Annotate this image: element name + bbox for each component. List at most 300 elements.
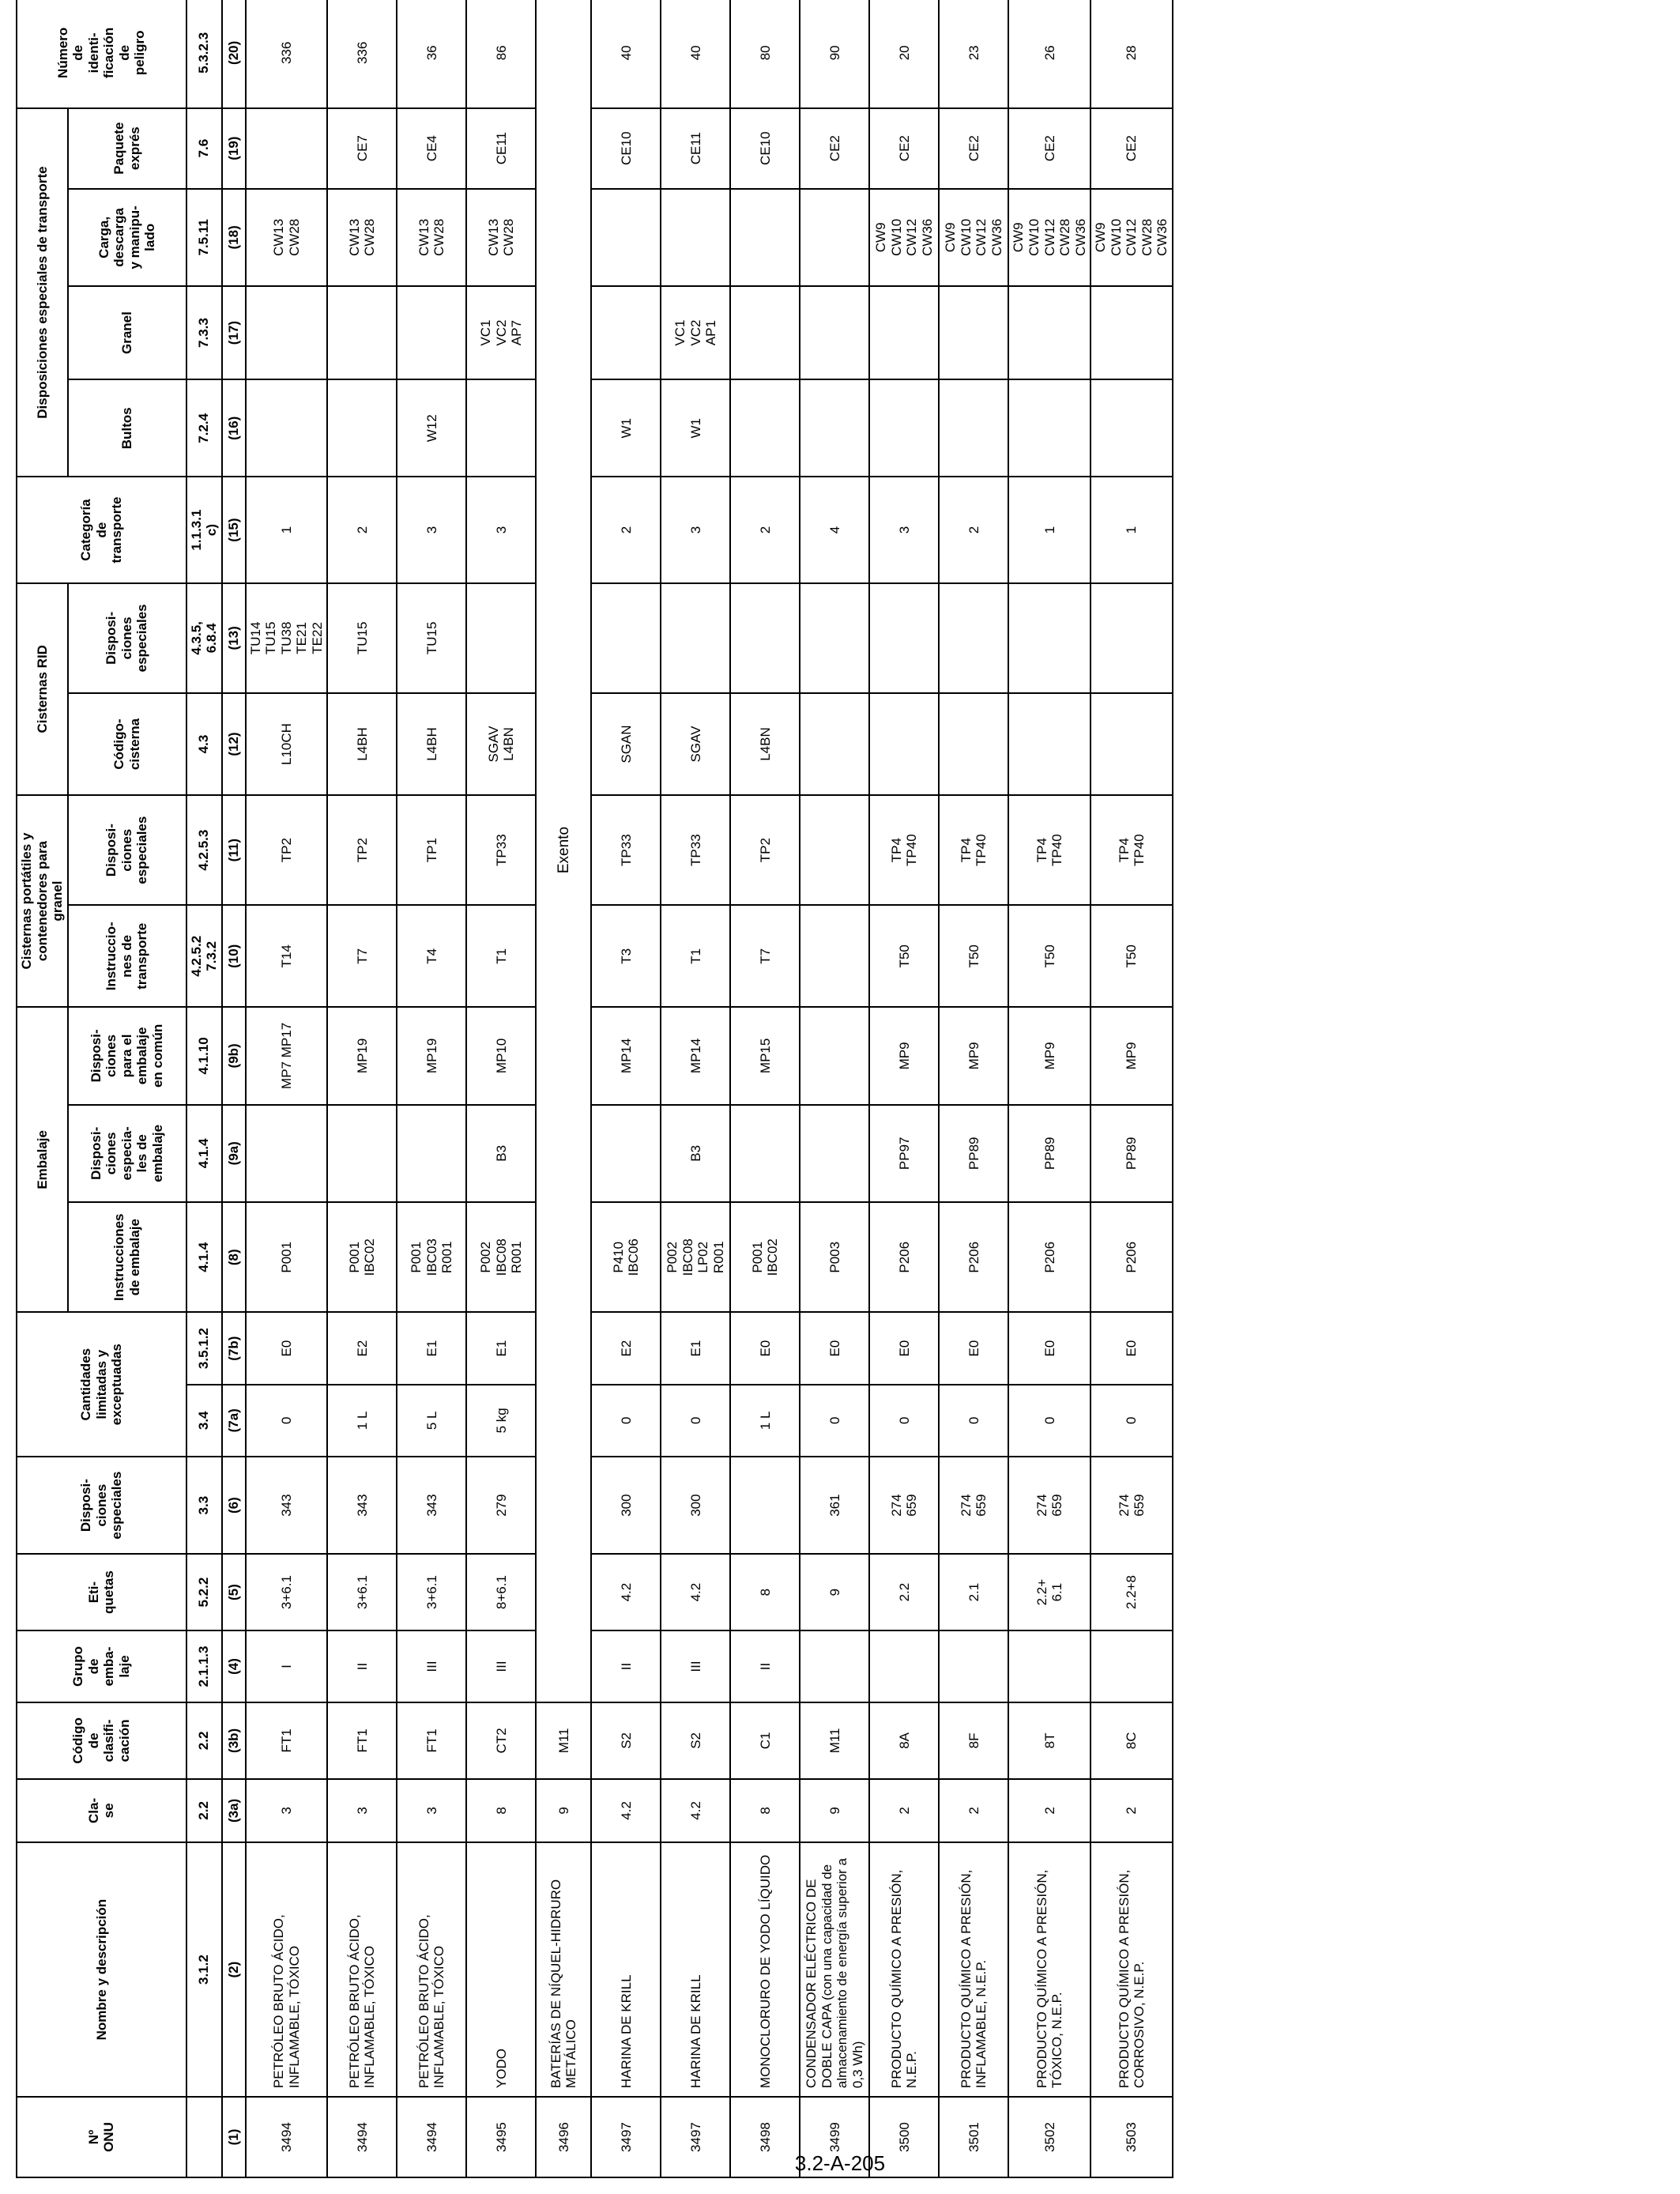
cell-t10 [800, 905, 869, 1007]
reference-cell: 3.5.1.2 [186, 1313, 222, 1385]
cell-disp: 361 [800, 1457, 869, 1554]
cell-clase: 3 [397, 1779, 466, 1842]
cell-name: YODO [466, 1842, 536, 2097]
header-codigo-cisterna: Código- cisterna [68, 693, 186, 795]
cell-granel [397, 286, 466, 379]
header-instr-transporte: Instruccio- nes de transporte [68, 905, 186, 1007]
column-number-cell: (12) [222, 693, 246, 795]
cell-t11: TP2 [246, 795, 328, 906]
cell-grupo: III [661, 1630, 730, 1702]
column-number-cell: (9b) [222, 1007, 246, 1104]
cell-cist: L10CH [246, 693, 328, 795]
cell-un: 3494 [327, 2097, 397, 2177]
cell-etiq: 3+6.1 [246, 1554, 328, 1630]
cell-bultos [1090, 379, 1173, 477]
cell-disp: 279 [466, 1457, 536, 1554]
reference-cell: 4.1.4 [186, 1202, 222, 1313]
cell-t11: TP33 [466, 795, 536, 906]
cell-disp: 300 [661, 1457, 730, 1554]
cell-un: 3496 [536, 2097, 591, 2177]
cell-bultos [730, 379, 800, 477]
cell-cist [1008, 693, 1090, 795]
cell-disp: 343 [246, 1457, 328, 1554]
cell-q7a: 0 [939, 1385, 1008, 1457]
cell-codigo: CT2 [466, 1702, 536, 1779]
cell-codigo: FT1 [327, 1702, 397, 1779]
cell-cat: 3 [661, 477, 730, 583]
cell-instr: P206 [939, 1202, 1008, 1313]
column-number-cell: (2) [222, 1842, 246, 2097]
cell-cist: SGAN [591, 693, 661, 795]
rotated-page [16, 0, 1359, 2178]
reference-cell: 3.4 [186, 1385, 222, 1457]
cell-carga: CW13 CW28 [327, 189, 397, 286]
cell-pel: 90 [800, 0, 869, 108]
cell-q7b: E0 [800, 1313, 869, 1385]
header-disp-esp-cp: Disposi- ciones especiales [68, 795, 186, 906]
cell-dispemb: PP89 [1090, 1105, 1173, 1202]
column-number-cell: (10) [222, 905, 246, 1007]
cell-cat: 2 [327, 477, 397, 583]
cell-disp: 274 659 [939, 1457, 1008, 1554]
cell-rid [869, 583, 939, 694]
cell-rid: TU15 [397, 583, 466, 694]
column-number-cell: (7a) [222, 1385, 246, 1457]
cell-t11: TP33 [591, 795, 661, 906]
cell-un: 3495 [466, 2097, 536, 2177]
cell-name: HARINA DE KRILL [661, 1842, 730, 2097]
column-number-cell: (4) [222, 1630, 246, 1702]
reference-cell: 1.1.3.1 c) [186, 477, 222, 583]
cell-codigo: 8C [1090, 1702, 1173, 1779]
cell-cat: 2 [730, 477, 800, 583]
cell-clase: 3 [327, 1779, 397, 1842]
cell-grupo: III [397, 1630, 466, 1702]
cell-t11: TP1 [397, 795, 466, 906]
cell-dispemb: B3 [466, 1105, 536, 1202]
reference-cell: 4.2.5.3 [186, 795, 222, 906]
header-bultos: Bultos [68, 379, 186, 477]
cell-q7a: 1 L [730, 1385, 800, 1457]
header-embalaje: Embalaje [17, 1007, 68, 1312]
column-number-cell: (16) [222, 379, 246, 477]
cell-t10: T1 [661, 905, 730, 1007]
cell-cat: 3 [397, 477, 466, 583]
cell-t10: T4 [397, 905, 466, 1007]
header-carga: Carga, descarga y manipu- lado [68, 189, 186, 286]
cell-disp: 274 659 [1090, 1457, 1173, 1554]
cell-bultos [466, 379, 536, 477]
cell-paq: CE7 [327, 108, 397, 189]
cell-instr: P001 IBC03 R001 [397, 1202, 466, 1313]
header-categoria: Categoría de transporte [17, 477, 186, 583]
cell-t10: T7 [730, 905, 800, 1007]
cell-pel: 40 [591, 0, 661, 108]
cell-clase: 2 [1090, 1779, 1173, 1842]
cell-clase: 2 [939, 1779, 1008, 1842]
cell-bultos: W12 [397, 379, 466, 477]
cell-granel [246, 286, 328, 379]
header-disp-comun: Disposi- ciones para el embalaje en común [68, 1007, 186, 1104]
cell-clase: 2 [1008, 1779, 1090, 1842]
cell-disp: 274 659 [869, 1457, 939, 1554]
cell-name: PRODUCTO QUÍMICO A PRESIÓN, CORROSIVO, N.E.P. [1090, 1842, 1173, 2097]
cell-paq [246, 108, 328, 189]
cell-un: 3499 [800, 2097, 869, 2177]
column-number-cell: (7b) [222, 1313, 246, 1385]
cell-name: PRODUCTO QUÍMICO A PRESIÓN, TÓXICO, N.E.P. [1008, 1842, 1090, 2097]
cell-name: BATERÍAS DE NÍQUEL-HIDRURO METÁLICO [536, 1842, 591, 2097]
column-number-cell: (20) [222, 0, 246, 108]
cell-comun: MP14 [661, 1007, 730, 1104]
cell-comun: MP9 [1090, 1007, 1173, 1104]
cell-un: 3502 [1008, 2097, 1090, 2177]
cell-disp [730, 1457, 800, 1554]
cell-q7a: 0 [246, 1385, 328, 1457]
cell-grupo: II [591, 1630, 661, 1702]
cell-clase: 4.2 [661, 1779, 730, 1842]
header-cantidades: Cantidades limitadas y exceptuadas [17, 1313, 186, 1457]
cell-rid: TU14 TU15 TU38 TE21 TE22 [246, 583, 328, 694]
column-number-cell: (9a) [222, 1105, 246, 1202]
column-number-cell: (5) [222, 1554, 246, 1630]
cell-comun: MP19 [327, 1007, 397, 1104]
cell-comun: MP9 [869, 1007, 939, 1104]
cell-paq: CE2 [1008, 108, 1090, 189]
reference-cell: 3.3 [186, 1457, 222, 1554]
cell-q7a: 0 [661, 1385, 730, 1457]
reference-cell: 4.2.5.2 7.3.2 [186, 905, 222, 1007]
reference-cell: 7.2.4 [186, 379, 222, 477]
cell-comun: MP7 MP17 [246, 1007, 328, 1104]
reference-cell: 2.2 [186, 1779, 222, 1842]
cell-grupo [939, 1630, 1008, 1702]
cell-carga: CW13 CW28 [466, 189, 536, 286]
reference-cell: 2.2 [186, 1702, 222, 1779]
cell-t11: TP4 TP40 [939, 795, 1008, 906]
cell-t10: T7 [327, 905, 397, 1007]
cell-cat: 1 [1008, 477, 1090, 583]
header-cisternas-portatiles: Cisternas portátiles y contenedores para granel [17, 795, 68, 1007]
cell-pel: 336 [327, 0, 397, 108]
header-peligro: Número de identi- ficación de peligro [17, 0, 186, 108]
cell-q7a: 5 kg [466, 1385, 536, 1457]
header-etiquetas: Eti- quetas [17, 1554, 186, 1630]
cell-carga: CW9 CW10 CW12 CW28 CW36 [1090, 189, 1173, 286]
cell-cist [800, 693, 869, 795]
cell-comun: MP9 [939, 1007, 1008, 1104]
cell-instr: P002 IBC08 LP02 R001 [661, 1202, 730, 1313]
header-granel: Granel [68, 286, 186, 379]
cell-instr: P410 IBC06 [591, 1202, 661, 1313]
cell-q7a: 0 [800, 1385, 869, 1457]
cell-cist: L4BH [327, 693, 397, 795]
cell-grupo: II [327, 1630, 397, 1702]
cell-grupo [800, 1630, 869, 1702]
cell-q7a: 0 [869, 1385, 939, 1457]
cell-etiq: 8+6.1 [466, 1554, 536, 1630]
cell-codigo: S2 [591, 1702, 661, 1779]
cell-carga [591, 189, 661, 286]
cell-dispemb: PP89 [939, 1105, 1008, 1202]
cell-un: 3497 [661, 2097, 730, 2177]
cell-rid [730, 583, 800, 694]
column-number-cell: (8) [222, 1202, 246, 1313]
reference-cell: 2.1.1.3 [186, 1630, 222, 1702]
column-number-cell: (13) [222, 583, 246, 694]
column-number-cell: (11) [222, 795, 246, 906]
cell-codigo: M11 [536, 1702, 591, 1779]
cell-un: 3494 [246, 2097, 328, 2177]
cell-exento: Exento [536, 0, 591, 1702]
cell-granel [869, 286, 939, 379]
cell-carga [800, 189, 869, 286]
cell-dispemb [591, 1105, 661, 1202]
table-row [536, 0, 591, 2177]
cell-t11: TP4 TP40 [1008, 795, 1090, 906]
cell-etiq: 3+6.1 [397, 1554, 466, 1630]
header-disp-transporte: Disposiciones especiales de transporte [17, 108, 68, 477]
table-row [397, 0, 466, 2177]
cell-codigo: 8A [869, 1702, 939, 1779]
cell-rid [800, 583, 869, 694]
column-number-cell: (6) [222, 1457, 246, 1554]
cell-codigo: 8T [1008, 1702, 1090, 1779]
cell-pel: 40 [661, 0, 730, 108]
cell-dispemb: PP97 [869, 1105, 939, 1202]
reference-cell: 7.6 [186, 108, 222, 189]
cell-name: CONDENSADOR ELÉCTRICO DE DOBLE CAPA (con una capacidad de almacenamiento de energía superior a 0,3 Wh) [800, 1842, 869, 2097]
cell-t11: TP4 TP40 [869, 795, 939, 906]
cell-clase: 2 [869, 1779, 939, 1842]
cell-rid [466, 583, 536, 694]
reference-cell: 7.5.11 [186, 189, 222, 286]
column-number-cell: (3b) [222, 1702, 246, 1779]
cell-carga [661, 189, 730, 286]
cell-granel: VC1 VC2 AP7 [466, 286, 536, 379]
cell-q7b: E0 [939, 1313, 1008, 1385]
page-number: 3.2-A-205 [794, 2151, 886, 2175]
cell-etiq: 2.2+ 6.1 [1008, 1554, 1090, 1630]
cell-rid [939, 583, 1008, 694]
cell-paq: CE11 [466, 108, 536, 189]
cell-instr: P001 IBC02 [730, 1202, 800, 1313]
reference-cell: 5.2.2 [186, 1554, 222, 1630]
header-codigo: Código de clasifi- cación [17, 1702, 186, 1779]
cell-q7b: E0 [1090, 1313, 1173, 1385]
table-row [246, 0, 328, 2177]
cell-paq: CE11 [661, 108, 730, 189]
cell-instr: P001 [246, 1202, 328, 1313]
cell-etiq: 9 [800, 1554, 869, 1630]
header-cisternas-rid: Cisternas RID [17, 583, 68, 795]
cell-paq: CE10 [591, 108, 661, 189]
cell-dispemb: PP89 [1008, 1105, 1090, 1202]
cell-granel: VC1 VC2 AP1 [661, 286, 730, 379]
cell-dispemb [327, 1105, 397, 1202]
table-row [730, 0, 800, 2177]
cell-carga [730, 189, 800, 286]
cell-etiq: 2.1 [939, 1554, 1008, 1630]
cell-cat: 2 [939, 477, 1008, 583]
cell-q7b: E1 [466, 1313, 536, 1385]
cell-un: 3498 [730, 2097, 800, 2177]
header-un: Nº ONU [17, 2097, 186, 2177]
column-number-cell: (15) [222, 477, 246, 583]
cell-cist: SGAV L4BN [466, 693, 536, 795]
cell-grupo: II [730, 1630, 800, 1702]
cell-q7a: 0 [1090, 1385, 1173, 1457]
cell-paq: CE4 [397, 108, 466, 189]
cell-q7a: 1 L [327, 1385, 397, 1457]
cell-q7b: E0 [869, 1313, 939, 1385]
cell-grupo [1090, 1630, 1173, 1702]
cell-q7b: E2 [591, 1313, 661, 1385]
cell-dispemb: B3 [661, 1105, 730, 1202]
cell-comun: MP19 [397, 1007, 466, 1104]
cell-carga: CW13 CW28 [246, 189, 328, 286]
cell-name: PRODUCTO QUÍMICO A PRESIÓN, INFLAMABLE, N.E.P. [939, 1842, 1008, 2097]
cell-clase: 9 [800, 1779, 869, 1842]
cell-cat: 3 [466, 477, 536, 583]
table-row [800, 0, 869, 2177]
cell-rid [591, 583, 661, 694]
cell-cist: L4BN [730, 693, 800, 795]
cell-bultos [800, 379, 869, 477]
header-disp-esp-rid: Disposi- ciones especiales [68, 583, 186, 694]
table-row [661, 0, 730, 2177]
cell-clase: 8 [730, 1779, 800, 1842]
cell-name: PETRÓLEO BRUTO ÁCIDO, INFLAMABLE, TÓXICO [327, 1842, 397, 2097]
cell-name: PETRÓLEO BRUTO ÁCIDO, INFLAMABLE, TÓXICO [397, 1842, 466, 2097]
cell-pel: 86 [466, 0, 536, 108]
reference-cell: 4.1.4 [186, 1105, 222, 1202]
cell-t10: T50 [1008, 905, 1090, 1007]
cell-codigo: C1 [730, 1702, 800, 1779]
reference-cell: 4.3 [186, 693, 222, 795]
cell-instr: P003 [800, 1202, 869, 1313]
cell-pel: 336 [246, 0, 328, 108]
cell-granel [730, 286, 800, 379]
cell-granel [327, 286, 397, 379]
cell-pel: 28 [1090, 0, 1173, 108]
reference-cell: 3.1.2 [186, 1842, 222, 2097]
cell-un: 3503 [1090, 2097, 1173, 2177]
cell-q7a: 0 [1008, 1385, 1090, 1457]
cell-cat: 1 [246, 477, 328, 583]
cell-bultos [1008, 379, 1090, 477]
cell-rid [1008, 583, 1090, 694]
cell-codigo: M11 [800, 1702, 869, 1779]
cell-pel: 23 [939, 0, 1008, 108]
cell-grupo: III [466, 1630, 536, 1702]
cell-granel [1008, 286, 1090, 379]
cell-paq: CE10 [730, 108, 800, 189]
cell-grupo: I [246, 1630, 328, 1702]
cell-rid: TU15 [327, 583, 397, 694]
cell-disp: 300 [591, 1457, 661, 1554]
cell-paq: CE2 [869, 108, 939, 189]
cell-q7b: E1 [397, 1313, 466, 1385]
cell-grupo [869, 1630, 939, 1702]
cell-clase: 3 [246, 1779, 328, 1842]
cell-t10: T50 [1090, 905, 1173, 1007]
cell-carga: CW9 CW10 CW12 CW36 [939, 189, 1008, 286]
table-row [1008, 0, 1090, 2177]
cell-paq: CE2 [800, 108, 869, 189]
cell-q7b: E2 [327, 1313, 397, 1385]
cell-codigo: S2 [661, 1702, 730, 1779]
cell-bultos [246, 379, 328, 477]
cell-paq: CE2 [1090, 108, 1173, 189]
cell-codigo: 8F [939, 1702, 1008, 1779]
column-number-cell: (3a) [222, 1779, 246, 1842]
column-number-cell: (19) [222, 108, 246, 189]
cell-cist: SGAV [661, 693, 730, 795]
cell-clase: 4.2 [591, 1779, 661, 1842]
cell-pel: 80 [730, 0, 800, 108]
reference-cell: 5.3.2.3 [186, 0, 222, 108]
cell-etiq: 2.2 [869, 1554, 939, 1630]
header-paquete: Paquete exprés [68, 108, 186, 189]
cell-clase: 9 [536, 1779, 591, 1842]
cell-t11: TP2 [730, 795, 800, 906]
cell-q7b: E1 [661, 1313, 730, 1385]
cell-dispemb [800, 1105, 869, 1202]
cell-cat: 3 [869, 477, 939, 583]
cell-cat: 2 [591, 477, 661, 583]
reference-cell: 7.3.3 [186, 286, 222, 379]
cell-instr: P206 [1008, 1202, 1090, 1313]
cell-q7a: 5 L [397, 1385, 466, 1457]
cell-paq: CE2 [939, 108, 1008, 189]
cell-rid [1090, 583, 1173, 694]
cell-codigo: FT1 [246, 1702, 328, 1779]
column-number-cell: (17) [222, 286, 246, 379]
cell-cist [939, 693, 1008, 795]
header-clase: Cla- se [17, 1779, 186, 1842]
cell-comun: MP14 [591, 1007, 661, 1104]
cell-un: 3500 [869, 2097, 939, 2177]
cell-carga: CW13 CW28 [397, 189, 466, 286]
cell-t11: TP2 [327, 795, 397, 906]
header-disp-embalaje: Disposi- ciones especia- les de embalaje [68, 1105, 186, 1202]
cell-grupo [1008, 1630, 1090, 1702]
table-row [466, 0, 536, 2177]
cell-un: 3494 [397, 2097, 466, 2177]
cell-bultos: W1 [661, 379, 730, 477]
table-row [869, 0, 939, 2177]
header-disp-esp: Disposi- ciones especiales [17, 1457, 186, 1554]
cell-dispemb [246, 1105, 328, 1202]
cell-granel [591, 286, 661, 379]
cell-t10: T14 [246, 905, 328, 1007]
column-number-cell: (18) [222, 189, 246, 286]
cell-pel: 26 [1008, 0, 1090, 108]
cell-un: 3501 [939, 2097, 1008, 2177]
cell-cat: 4 [800, 477, 869, 583]
cell-name: PETRÓLEO BRUTO ÁCIDO, INFLAMABLE, TÓXICO [246, 1842, 328, 2097]
cell-dispemb [397, 1105, 466, 1202]
cell-clase: 8 [466, 1779, 536, 1842]
header-instr-embalaje: Instrucciones de embalaje [68, 1202, 186, 1313]
cell-q7a: 0 [591, 1385, 661, 1457]
cell-t11: TP4 TP40 [1090, 795, 1173, 906]
cell-cist [869, 693, 939, 795]
cell-cist [1090, 693, 1173, 795]
cell-granel [939, 286, 1008, 379]
cell-carga: CW9 CW10 CW12 CW28 CW36 [1008, 189, 1090, 286]
